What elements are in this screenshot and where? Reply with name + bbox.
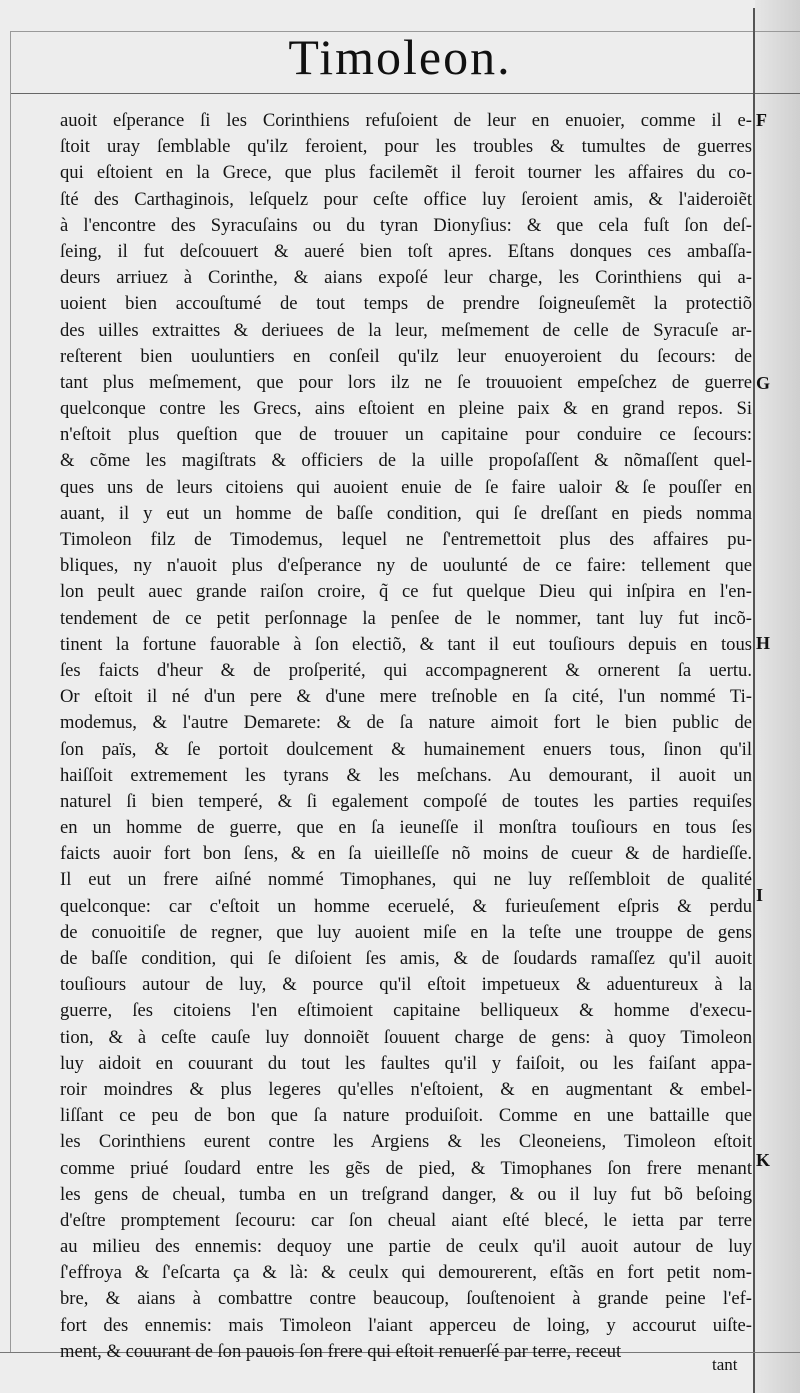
body-text (60, 108, 752, 1365)
text-line: d'eſtre promptement ſecouru: car ſon cheual aiant eſté blecé, le ietta par terre (60, 1209, 752, 1231)
text-line: liſſant ce peu de bon que ſa nature produiſoit. Comme en une battaille que (60, 1105, 752, 1127)
margin-letter-g: G (756, 373, 771, 393)
text-line: n'eſtoit plus queſtion que de trouuer un capitaine pour conduire ce ſecours: (60, 424, 752, 446)
text-line: quelconque contre les Grecs, ains eſtoient en pleine paix & en grand repos. Si (60, 398, 752, 420)
text-line: haiſſoit extremement les tyrans & les meſchans. Au demourant, il auoit un (60, 764, 752, 786)
text-line: tant plus meſmement, que pour lors ilz ne ſe trouuoient empeſchez de guerre (60, 371, 752, 393)
text-line: guerre, ſes citoiens l'en eſtimoient capitaine belliqueux & homme d'execu- (60, 1000, 752, 1022)
right-margin-rule (753, 8, 755, 1393)
text-line: tinent la fortune fauorable à ſon electiõ, & tant il eut touſiours depuis en tous (60, 633, 752, 655)
margin-letter-f: F (756, 110, 767, 130)
text-line: quelconque: car c'eſtoit un homme eceruelé, & furieuſement eſpris & perdu (60, 895, 752, 917)
text-line: modemus, & l'autre Demarete: & de ſa nature aimoit fort le bien public de (60, 712, 752, 734)
head-rule (10, 93, 800, 94)
text-line: Or eſtoit il né d'un pere & d'une mere treſnoble en ſa cité, l'un nommé Ti- (60, 686, 752, 708)
text-line: bliques, ny n'auoit plus d'eſperance ny de uoulunté de ce faire: tellement que (60, 555, 752, 577)
text-line: les Corinthiens eurent contre les Argiens & les Cleoneiens, Timoleon eſtoit (60, 1131, 752, 1153)
text-line: ſeing, il fut deſcouuert & aueré bien toſt apres. Eſtans donques ces ambaſſa- (60, 240, 752, 262)
left-margin-rule (10, 31, 11, 1353)
text-line: faicts auoir fort bon ſens, & en ſa uieilleſſe nõ moins de cueur & de hardieſſe. (60, 843, 752, 865)
text-line: qui eſtoient en la Grece, que plus facilemẽt il feroit tourner les affaires du co- (60, 162, 752, 184)
text-line: Timoleon filz de Timodemus, lequel ne ſ'entremettoit plus des affaires pu- (60, 529, 752, 550)
text-line: bre, & aians à combattre contre beaucoup, ſouſtenoient à grande peine l'ef- (60, 1288, 752, 1310)
text-line: en un homme de guerre, que en ſa ieuneſſe il monſtra touſiours en tous ſes (60, 817, 752, 839)
text-line: ſté des Carthaginois, leſquelz pour ceſte office luy ſeroient amis, & l'aideroiẽt (60, 188, 752, 210)
text-line: ques uns de leurs citoiens qui auoient enuie de ſe faire ualoir & ſe pouſſer en (60, 476, 752, 498)
margin-letter-h: H (756, 633, 771, 653)
text-line: ſtoit uray ſemblable qu'ilz feroient, pour les troubles & tumultes de guerres (60, 136, 752, 158)
text-line: roir moindres & plus legeres qu'elles n'eſtoient, & en augmentant & embel- (60, 1078, 752, 1100)
text-line: de conuoitiſe de regner, que luy auoient miſe en la teſte une trouppe de gens (60, 921, 752, 943)
catchword: tant (712, 1355, 738, 1374)
text-line: ment, & couurant de ſon pauois ſon frere qui eſtoit renuerſé par terre, receut (60, 1340, 622, 1362)
text-line: ſ'effroya & ſ'eſcarta ça & là: & ceulx qui demourerent, eſtãs en fort petit nom- (60, 1262, 752, 1284)
text-line: auant, il y eut un homme de baſſe condition, qui ſe dreſſant en pieds nomma (60, 502, 752, 524)
margin-letter-k: K (756, 1150, 771, 1170)
text-line: & cõme les magiſtrats & officiers de la uille propoſaſſent & nõmaſſent quel- (60, 450, 752, 472)
margin-letter-i: I (756, 885, 764, 905)
text-line: comme priué ſoudard entre les gẽs de pied, & Timophanes ſon frere menant (60, 1157, 752, 1179)
running-head: Timoleon. (288, 29, 512, 85)
text-line: ſes faicts d'heur & de proſperité, qui accompagnerent & ornerent ſa uertu. (60, 659, 752, 681)
text-line: ſon païs, & ſe portoit doulcement & humainement enuers tous, ſinon qu'il (60, 738, 752, 760)
text-line: reſterent bien uouluntiers en conſeil qu'ilz leur enuoyeroient du ſecours: de (60, 345, 752, 367)
text-line: à l'encontre des Syracuſains ou du tyran Dionyſius: & que cela fuſt ſon deſ- (60, 214, 752, 236)
text-line: touſiours autour de luy, & pource qu'il eſtoit impetueux & aduentureux à la (60, 974, 752, 996)
text-line: tion, & à ceſte cauſe luy donnoiẽt ſouuent charge de gens: à quoy Timoleon (60, 1026, 752, 1048)
text-line: de baſſe condition, qui ſe diſoient ſes amis, & de ſoudards ramaſſez qu'il auoit (60, 948, 752, 969)
text-line: Il eut un frere aiſné nommé Timophanes, qui ne luy reſſembloit de qualité (60, 869, 752, 891)
text-line: uoient bien accouſtumé de tout temps de prendre ſoigneuſemẽt la protectiõ (60, 293, 752, 315)
text-line: tendement de ce petit perſonnage la penſee de le nommer, tant luy fut incõ- (60, 607, 752, 629)
text-line: lon peult auec grande raiſon croire, q̃ ce fut quelque Dieu qui inſpira en l'en- (60, 581, 752, 603)
page-edge-shadow (755, 0, 800, 1393)
text-line: fort des ennemis: mais Timoleon l'aiant apperceu de loing, y accourut uiſte- (60, 1314, 752, 1336)
text-line: des uilles extraittes & deriuees de la leur, meſmement de celle de Syracuſe ar- (60, 319, 752, 341)
text-line: deurs arriuez à Corinthe, & aians expoſé leur charge, les Corinthiens qui a- (60, 267, 752, 289)
text-line: naturel ſi bien temperé, & ſi egalement compoſé de toutes les parties requiſes (60, 790, 752, 812)
text-line: les gens de cheual, tumba en un treſgrand danger, & ou il luy fut bõ beſoing (60, 1183, 752, 1205)
text-line: luy aidoit en couurant du tout les faultes qu'il y faiſoit, ou les faiſant appa- (60, 1052, 752, 1074)
text-line: au milieu des ennemis: dequoy une partie de ceulx qu'il auoit autour de luy (60, 1236, 752, 1258)
text-line: auoit eſperance ſi les Corinthiens refuſoient de leur en enuoier, comme il e- (60, 110, 752, 131)
